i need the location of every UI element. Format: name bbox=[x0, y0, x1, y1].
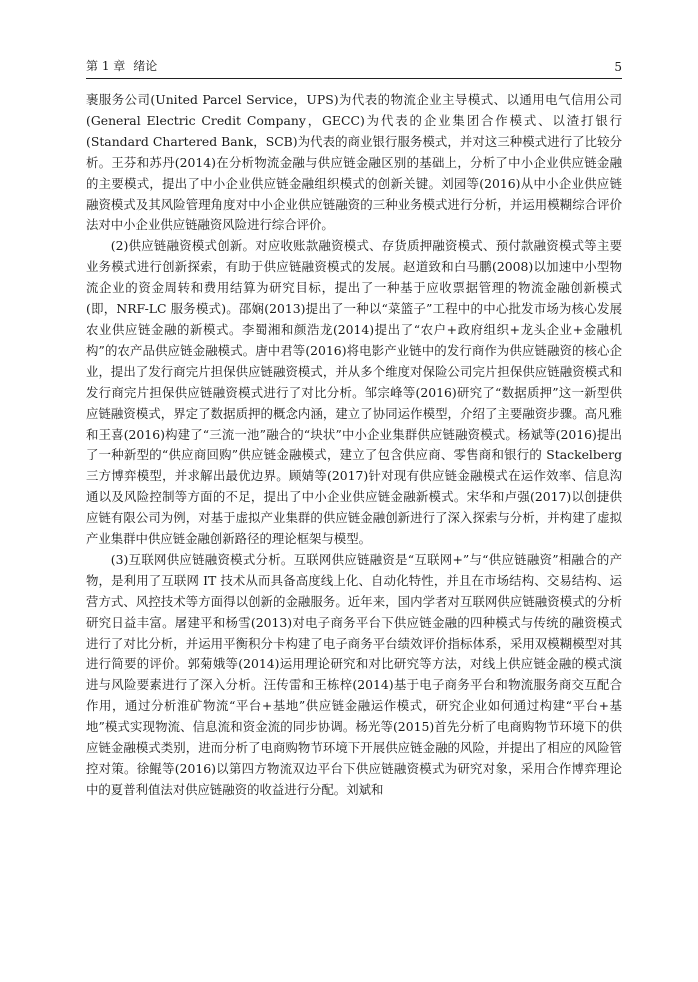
paragraph-internet-financing: (3)互联网供应链融资模式分析。互联网供应链融资是“互联网+”与“供应链融资”相融合的产物，是利用了互联网 IT 技术从而具备高度线上化、自动化特性，并且在市场结构、交易结构、运营方式、风控技术等方面得以创新的金融服务。近年来，国内学者对互联网供应链融资模式的分析研究日益丰富。屠建平和杨雪(2013)对电子商务平台下供应链金融的四种模式与传统的融资模式进行了对比分析，并运用平衡积分卡构建了电子商务平台绩效评价指标体系，采用双模糊模型对其进行简要的评价。郭菊娥等(2014)运用理论研究和对比研究等方法，对线上供应链金融的模式演进与风险要素进行了深入分析。汪传雷和王栋梓(2014)基于电子商务平台和物流服务商交互配合作用，通过分析淮矿物流“平台+基地”供应链金融运作模式，研究企业如何通过构建“平台+基地”模式实现物流、信息流和资金流的同步协调。杨光等(2015)首先分析了电商购物节环境下的供应链金融模式类别，进而分析了电商购物节环境下开展供应链金融的风险，并提出了相应的风险管控对策。徐鲲等(2016)以第四方物流双边平台下供应链融资模式为研究对象，采用合作博弈理论中的夏普利值法对供应链融资的收益进行分配。刘斌和 bbox=[86, 551, 622, 797]
page-number: 5 bbox=[614, 60, 622, 74]
paragraph-continued: 裹服务公司(United Parcel Service，UPS)为代表的物流企业主导模式、以通用电气信用公司(General Electric Credit Company，GECC)为代表的企业集团合作模式、以渣打银行(Standard Chartered Bank，SCB)为代表的商业银行服务模式，并对这三种模式进行了比较分析。王芬和苏丹(2014)在分析物流金融与供应链金融区别的基础上，分析了中小企业供应链金融的主要模式，提出了中小企业供应链金融组织模式的创新关键。刘园等(2016)从中小企业供应链融资模式及其风险管理角度对中小企业供应链融资的三种业务模式进行分析，并运用模糊综合评价法对中小企业供应链融资风险进行综合评价。 bbox=[86, 92, 622, 233]
chapter-heading bbox=[86, 57, 165, 74]
chapter-title: 绪论 bbox=[133, 59, 158, 73]
chapter-number: 第 1 章 bbox=[86, 59, 126, 73]
running-header bbox=[86, 56, 622, 74]
header-rule bbox=[86, 78, 622, 79]
body-text bbox=[86, 90, 622, 801]
paragraph-financing-innovation: (2)供应链融资模式创新。对应收账款融资模式、存货质押融资模式、预付款融资模式等主要业务模式进行创新探索，有助于供应链融资模式的发展。赵道致和白马鹏(2008)以加速中小型物流企业的资金周转和费用结算为研究目标，提出了一种基于应收票据管理的物流金融创新模式(即，NRF-LC 服务模式)。邵娴(2013)提出了一种以“菜篮子”工程中的中心批发市场为核心发展农业供应链金融的新模式。李蜀湘和颜浩龙(2014)提出了“农户+政府组织+龙头企业+金融机构”的农产品供应链金融模式。唐中君等(2016)将电影产业链中的发行商作为供应链融资的核心企业，提出了发行商完片担保供应链融资模式，并从多个维度对保险公司完片担保供应链融资模式和发行商完片担保供应链融资模式进行了对比分析。邹宗峰等(2016)研究了“数据质押”这一新型供应链融资模式，界定了数据质押的概念内涵，建立了协同运作模型，介绍了主要融资步骤。高凡雅和王喜(2016)构建了“三流一池”融合的“块状”中小企业集群供应链融资模式。杨斌等(2016)提出了一种新型的“供应商回购”供应链金融模式，建立了包含供应商、零售商和银行的 Stackelberg 三方博弈模型，并求解出最优边界。顾婧等(2017)针对现有供应链金融模式在运作效率、信息沟通以及风险控制等方面的不足，提出了中小企业供应链金融新模式。宋华和卢强(2017)以创捷供应链有限公司为例，对基于虚拟产业集群的供应链金融创新进行了深入探索与分析，并构建了虚拟产业集群中供应链金融创新路径的理论框架与模型。 bbox=[86, 238, 622, 547]
